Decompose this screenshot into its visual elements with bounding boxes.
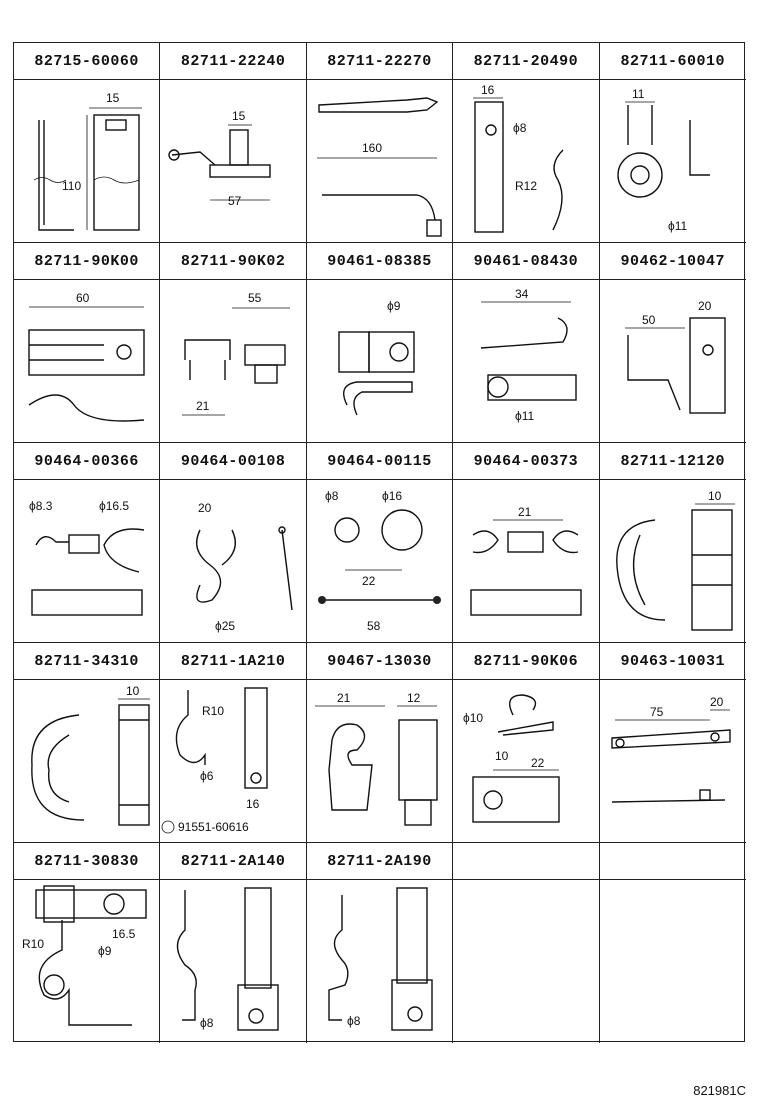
part-cell: [307, 243, 453, 443]
dim-label: 10: [707, 489, 721, 503]
part-number: 82711-22270: [307, 43, 452, 80]
part-number: 82711-20490: [453, 43, 598, 80]
empty-cell: [453, 843, 599, 1043]
dim-label: ϕ9: [386, 299, 401, 313]
clip-drawing: [307, 480, 453, 642]
part-cell: [600, 643, 746, 843]
empty-cell: [600, 843, 746, 1043]
part-number: 90464-00108: [160, 443, 305, 480]
part-number: 82711-60010: [600, 43, 746, 80]
clip-drawing: [160, 280, 306, 442]
dim-label: ϕ6: [200, 769, 214, 783]
part-cell: [307, 643, 453, 843]
part-number: 82715-60060: [14, 43, 159, 80]
part-number: 90464-00373: [453, 443, 598, 480]
clip-drawing: [160, 480, 306, 642]
dim-label: ϕ11: [515, 409, 535, 423]
dim-label: 21: [336, 691, 351, 705]
clip-drawing: [453, 680, 599, 842]
parts-grid: [13, 42, 745, 1042]
part-cell: [14, 443, 160, 643]
dim-label: ϕ16.5: [99, 499, 130, 513]
clip-drawing: [600, 80, 746, 242]
dim-label: 10: [126, 684, 140, 698]
dim-label: ϕ25: [215, 619, 236, 633]
clip-drawing: [14, 280, 160, 442]
dim-label: 160: [361, 141, 382, 155]
clip-drawing: [600, 280, 746, 442]
tie-band-drawing: [307, 80, 453, 242]
clip-drawing: [453, 80, 599, 242]
part-number: 82711-1A210: [160, 643, 305, 680]
part-cell: [307, 443, 453, 643]
part-number: 90464-00115: [307, 443, 452, 480]
diagram-code: 821981C: [693, 1083, 746, 1098]
dim-label: ϕ8.3: [29, 499, 53, 513]
dim-label: R10: [22, 937, 45, 951]
clip-drawing: [160, 680, 306, 842]
dim-label: 21: [518, 505, 532, 519]
part-number: 90462-10047: [600, 243, 746, 280]
dim-label: 11: [631, 87, 645, 101]
part-cell: [453, 443, 599, 643]
dim-label: 55: [248, 291, 262, 305]
part-cell: [160, 43, 306, 243]
dim-label: R12: [515, 179, 538, 193]
clip-drawing: [160, 80, 306, 242]
part-number: 82711-34310: [14, 643, 159, 680]
part-cell: [160, 243, 306, 443]
clip-drawing: [453, 480, 599, 642]
dim-label: 20: [198, 501, 212, 515]
dim-label: 75: [649, 705, 663, 719]
dim-label: 16.5: [112, 927, 136, 941]
dim-label: 58: [366, 619, 381, 633]
dim-label: ϕ8: [324, 489, 339, 503]
part-number: 82711-90K06: [453, 643, 598, 680]
dim-label: ϕ9: [98, 944, 112, 958]
part-cell: [160, 843, 306, 1043]
part-cell: [453, 43, 599, 243]
part-cell: [14, 43, 160, 243]
part-number: 90464-00366: [14, 443, 159, 480]
part-number: 90463-10031: [600, 643, 746, 680]
part-cell: [307, 843, 453, 1043]
part-number: 90461-08430: [453, 243, 598, 280]
clip-drawing: [307, 280, 453, 442]
part-cell: [14, 243, 160, 443]
dim-label: ϕ10: [463, 711, 484, 725]
dim-label: 16: [481, 83, 495, 97]
dim-label: 22: [531, 756, 545, 770]
clip-drawing: [14, 680, 160, 842]
clip-drawing: [160, 880, 306, 1042]
clip-drawing: [14, 480, 160, 642]
part-number: 82711-90K02: [160, 243, 305, 280]
dim-label: 91551-60616: [178, 820, 250, 834]
part-cell: [453, 643, 599, 843]
part-cell: [453, 243, 599, 443]
part-number: 90461-08385: [307, 243, 452, 280]
dim-label: 22: [361, 574, 376, 588]
dim-label: 50: [641, 313, 655, 327]
part-cell: [160, 443, 306, 643]
dim-label: 15: [106, 91, 120, 105]
dim-label: 16: [246, 797, 260, 811]
part-cell: [14, 843, 160, 1043]
dim-label: 10: [495, 749, 509, 763]
clip-drawing: [600, 480, 746, 642]
clip-drawing: [307, 680, 453, 842]
clip-drawing: [453, 280, 599, 442]
dim-label: 57: [228, 194, 242, 208]
clip-drawing: [14, 880, 160, 1042]
part-cell: [14, 643, 160, 843]
dim-label: 20: [709, 695, 723, 709]
dim-label: ϕ8: [513, 121, 527, 135]
part-number: [600, 843, 746, 880]
dim-label: 20: [697, 299, 711, 313]
dim-label: 21: [196, 399, 210, 413]
dim-label: 34: [515, 287, 529, 301]
part-cell: [600, 43, 746, 243]
part-number: 82711-30830: [14, 843, 159, 880]
dim-label: ϕ8: [346, 1014, 361, 1028]
clip-drawing: [600, 680, 746, 842]
part-number: [453, 843, 598, 880]
dim-label: ϕ8: [200, 1016, 214, 1030]
part-number: 90467-13030: [307, 643, 452, 680]
part-number: 82711-22240: [160, 43, 305, 80]
dim-label: 110: [62, 179, 82, 193]
part-cell: [600, 443, 746, 643]
part-number: 82711-2A140: [160, 843, 305, 880]
part-cell: [307, 43, 453, 243]
clip-drawing: [14, 80, 160, 242]
clip-drawing: [307, 880, 453, 1042]
dim-label: ϕ11: [667, 219, 687, 233]
part-number: 82711-12120: [600, 443, 746, 480]
part-number: 82711-90K00: [14, 243, 159, 280]
part-cell: [160, 643, 306, 843]
dim-label: 12: [406, 691, 421, 705]
dim-label: ϕ16: [381, 489, 402, 503]
dim-label: R10: [202, 704, 225, 718]
part-cell: [600, 243, 746, 443]
dim-label: 60: [76, 291, 90, 305]
dim-label: 15: [232, 109, 246, 123]
part-number: 82711-2A190: [307, 843, 452, 880]
